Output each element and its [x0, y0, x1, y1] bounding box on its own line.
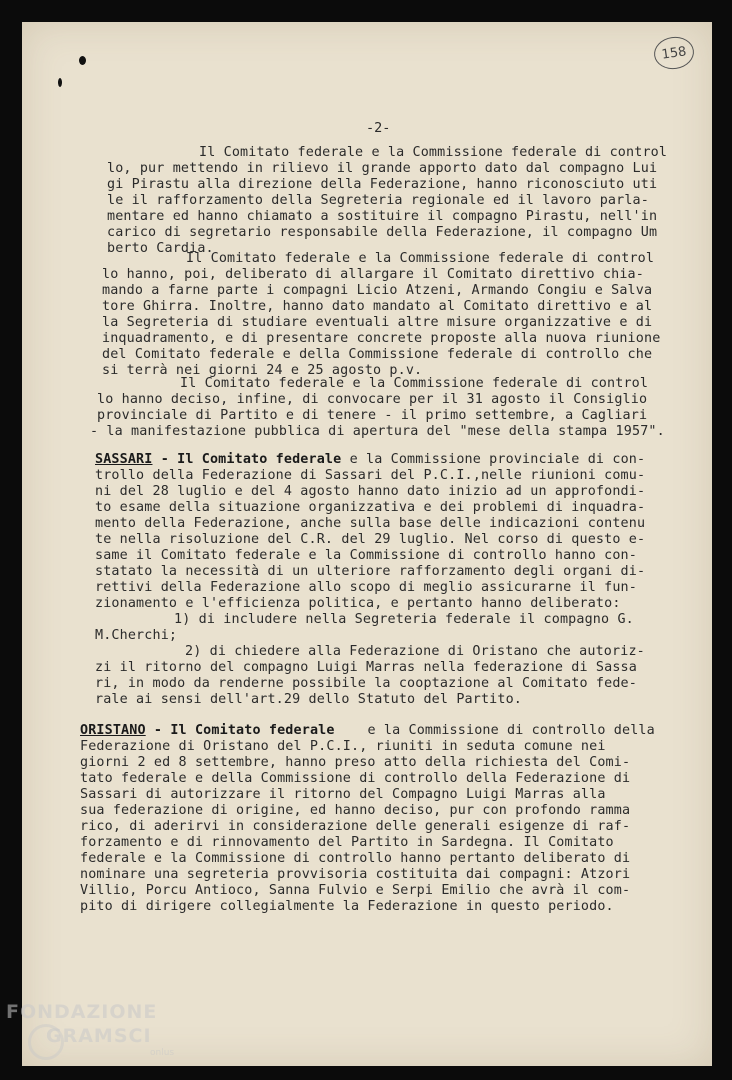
- text-line: rettivi della Federazione allo scopo di meglio assicurarne il fun-: [95, 580, 637, 595]
- text-line: zi il ritorno del compagno Luigi Marras nella federazione di Sassa: [95, 660, 637, 675]
- text-line: to esame della situazione organizzativa e dei problemi di inquadra-: [95, 500, 646, 515]
- text-line: M.Cherchi;: [95, 628, 178, 643]
- folio-number: 158: [652, 34, 696, 71]
- text-line: zionamento e l'efficienza politica, e pertanto hanno deliberato:: [95, 596, 621, 611]
- place-name: ORISTANO: [80, 723, 146, 738]
- text-line: - la manifestazione pubblica di apertura del "mese della stampa 1957".: [90, 424, 665, 439]
- punch-hole: [58, 78, 62, 87]
- text-line: giorni 2 ed 8 settembre, hanno preso atto della richiesta del Comi-: [80, 755, 631, 770]
- text-line: mentare ed hanno chiamato a sostituire il compagno Pirastu, nell'in: [107, 209, 658, 224]
- text-line: pito di dirigere collegialmente la Federazione in questo periodo.: [80, 899, 614, 914]
- text-line: berto Cardia.: [107, 241, 214, 256]
- text-line: le il rafforzamento della Segreteria regionale ed il lavoro parla-: [107, 193, 649, 208]
- heading-text: - Il Comitato federale: [145, 723, 335, 738]
- text-line: Villio, Porcu Antioco, Sanna Fulvio e Serpi Emilio che avrà il com-: [80, 883, 631, 898]
- text-line: te nella risoluzione del C.R. del 29 luglio. Nel corso di questo e-: [95, 532, 646, 547]
- text-line: same il Comitato federale e la Commissione di controllo hanno con-: [95, 548, 637, 563]
- watermark-line2: GRAMSCI: [46, 1025, 152, 1047]
- text-line: inquadramento, e di presentare concrete proposte alla nuova riunione: [102, 331, 661, 346]
- text-line: provinciale di Partito e di tenere - il primo settembre, a Cagliari: [97, 408, 648, 423]
- text-line: lo hanno deciso, infine, di convocare per il 31 agosto il Consiglio: [97, 392, 648, 407]
- text-line: Sassari di autorizzare il ritorno del Compagno Luigi Marras alla: [80, 787, 606, 802]
- text-line: Federazione di Oristano del P.C.I., riuniti in seduta comune nei: [80, 739, 606, 754]
- text-line: 1) di includere nella Segreteria federale il compagno G.: [174, 612, 634, 627]
- punch-hole: [79, 56, 86, 65]
- text-line: Il Comitato federale e la Commissione federale di control: [186, 251, 655, 266]
- text-line: federale e la Commissione di controllo hanno pertanto deliberato di: [80, 851, 631, 866]
- text-line: e la Commissione di controllo della: [367, 723, 655, 738]
- section-heading-oristano: [80, 723, 655, 739]
- text-line: rale ai sensi dell'art.29 dello Statuto del Partito.: [95, 692, 523, 707]
- watermark-tag: onlus: [150, 1048, 175, 1058]
- text-line: gi Pirastu alla direzione della Federazione, hanno riconosciuto uti: [107, 177, 658, 192]
- page-number: -2-: [366, 120, 391, 136]
- text-line: tore Ghirra. Inoltre, hanno dato mandato al Comitato direttivo e al: [102, 299, 653, 314]
- text-line: ni del 28 luglio e del 4 agosto hanno dato inizio ad un approfondi-: [95, 484, 646, 499]
- section-heading-sassari: [95, 452, 645, 468]
- text-line: trollo della Federazione di Sassari del P.C.I.,nelle riunioni comu-: [95, 468, 646, 483]
- text-line: rico, di aderirvi in considerazione delle generali esigenze di raf-: [80, 819, 631, 834]
- text-line: carico di segretario responsabile della Federazione, il compagno Um: [107, 225, 658, 240]
- watermark-line1: FONDAZIONE: [6, 1001, 158, 1023]
- text-line: 2) di chiedere alla Federazione di Oristano che autoriz-: [185, 644, 645, 659]
- text-line: nominare una segreteria provvisoria costituita dai compagni: Atzori: [80, 867, 631, 882]
- text-line: si terrà nei giorni 24 e 25 agosto p.v.: [102, 363, 423, 378]
- text-line: Il Comitato federale e la Commissione federale di control: [199, 145, 668, 160]
- text-line: lo hanno, poi, deliberato di allargare il Comitato direttivo chia-: [102, 267, 644, 282]
- text-line: tato federale e della Commissione di controllo della Federazione di: [80, 771, 631, 786]
- text-line: forzamento e di rinnovamento del Partito in Sardegna. Il Comitato: [80, 835, 614, 850]
- heading-text: - Il Comitato federale: [152, 452, 342, 467]
- text-line: del Comitato federale e della Commissione federale di controllo che: [102, 347, 653, 362]
- text-line: Il Comitato federale e la Commissione federale di control: [180, 376, 649, 391]
- text-line: lo, pur mettendo in rilievo il grande apporto dato dal compagno Lui: [107, 161, 658, 176]
- text-line: mando a farne parte i compagni Licio Atzeni, Armando Congiu e Salva: [102, 283, 653, 298]
- text-line: ri, in modo da renderne possibile la cooptazione al Comitato fede-: [95, 676, 637, 691]
- watermark-g-icon: [28, 1024, 64, 1060]
- text-line: sua federazione di origine, ed hanno deciso, pur con profondo ramma: [80, 803, 631, 818]
- place-name: SASSARI: [95, 452, 153, 467]
- text-line: mento della Federazione, anche sulla base delle indicazioni contenu: [95, 516, 646, 531]
- text-line: la Segreteria di studiare eventuali altre misure organizzative e di: [102, 315, 653, 330]
- text-line: e la Commissione provinciale di con-: [349, 452, 646, 467]
- text-line: statato la necessità di un ulteriore rafforzamento degli organi di-: [95, 564, 646, 579]
